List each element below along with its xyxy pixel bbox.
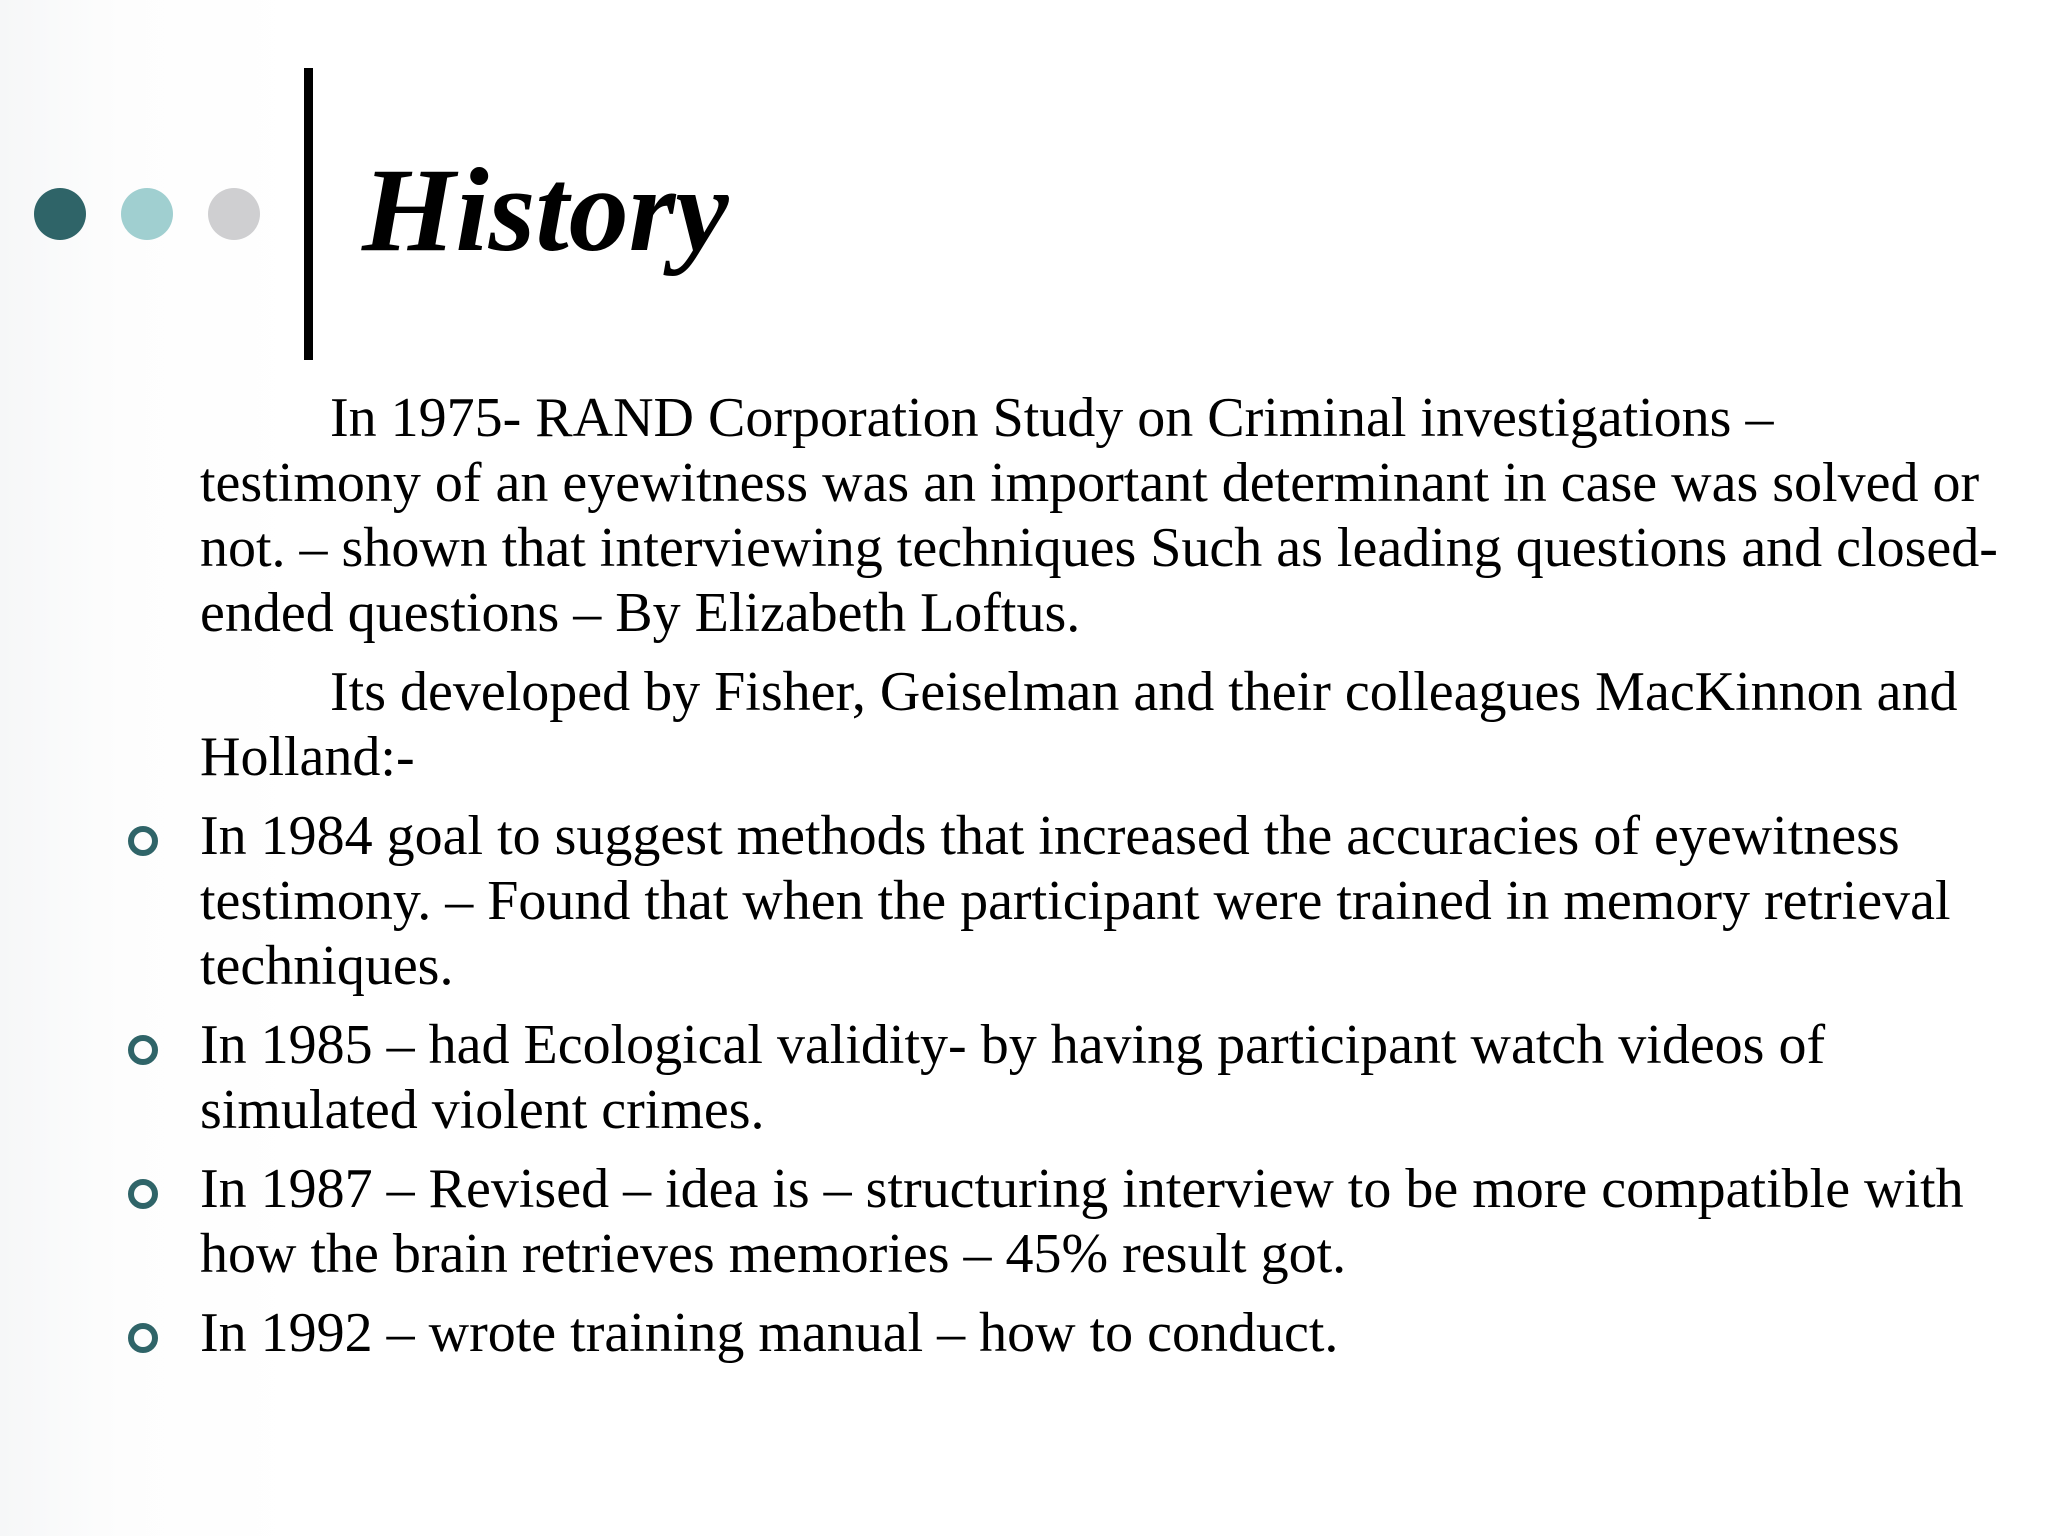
bullet-text: In 1987 – Revised – idea is – structuring interview to be more compatible with how the brain retrieves memories – 45% result got. — [200, 1158, 1964, 1285]
paragraph-developers: Its developed by Fisher, Geiselman and their colleagues MacKinnon and Holland:- — [200, 661, 1958, 788]
hollow-circle-bullet-icon — [128, 1323, 158, 1353]
gray-dot-icon — [208, 188, 260, 240]
bullet-text: In 1992 – wrote training manual – how to conduct. — [200, 1302, 1339, 1364]
bullet-list — [200, 804, 2000, 1366]
slide-body — [200, 386, 2000, 1380]
hollow-circle-bullet-icon — [128, 1179, 158, 1209]
light-teal-dot-icon — [121, 188, 173, 240]
hollow-circle-bullet-icon — [128, 826, 158, 856]
bullet-text: In 1985 – had Ecological validity- by having participant watch videos of simulated violent crimes. — [200, 1014, 1826, 1141]
dark-teal-dot-icon — [34, 188, 86, 240]
bullet-text: In 1984 goal to suggest methods that increased the accuracies of eyewitness testimony. – Found that when the participant were trained in memory retrieval techniques. — [200, 805, 1951, 997]
bullet-item-1992 — [200, 1301, 2000, 1366]
bullet-item-1987 — [200, 1157, 2000, 1287]
hollow-circle-bullet-icon — [128, 1035, 158, 1065]
slide-title: History — [362, 143, 729, 276]
bullet-item-1984 — [200, 804, 2000, 999]
title-divider — [304, 68, 313, 360]
paragraph-rand-study: In 1975- RAND Corporation Study on Criminal investigations – testimony of an eyewitness was an important determinant in case was solved or not. – shown that interviewing techniques Such as leading questions and closed-ended questions – By Elizabeth Loftus. — [200, 387, 1998, 644]
bullet-item-1985 — [200, 1013, 2000, 1143]
